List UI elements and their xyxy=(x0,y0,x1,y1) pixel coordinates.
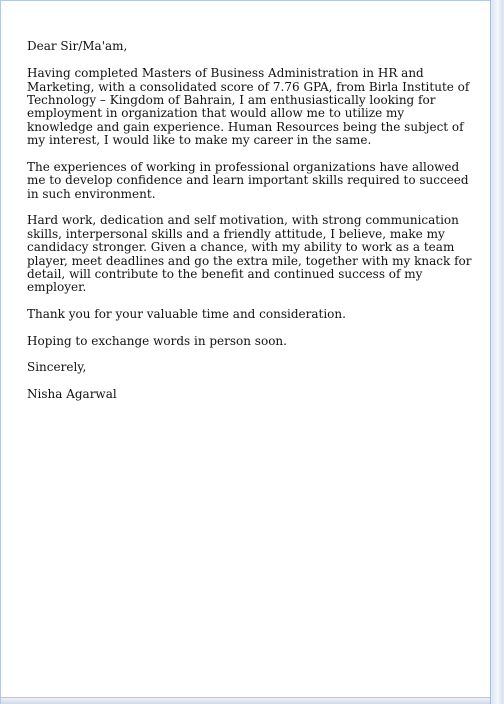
letter-body xyxy=(27,40,473,402)
paragraph-experience: The experiences of working in professional organizations have allowed me to develop confidence and learn important skills required to succeed in such environment. xyxy=(27,159,469,201)
paragraph-hoping: Hoping to exchange words in person soon. xyxy=(27,333,287,348)
closing: Sincerely, xyxy=(27,360,87,375)
paragraph-thanks: Thank you for your valuable time and consideration. xyxy=(27,307,346,322)
page-bottom-edge xyxy=(1,697,491,704)
scrollbar-thumb[interactable] xyxy=(492,0,503,704)
signature-name: Nisha Agarwal xyxy=(27,387,117,402)
paragraph-qualifications: Having completed Masters of Business Administration in HR and Marketing, with a consolidated score of 7.76 GPA, from Birla Institute of Technology – Kingdom of Bahrain, I am enthusiastically looking for employment in organization that would allow me to utilize my knowledge and gain experience. Human Resources being the subject of my interest, I would like to make my career in the same. xyxy=(27,66,470,148)
salutation: Dear Sir/Ma'am, xyxy=(27,39,128,53)
vertical-scrollbar[interactable] xyxy=(490,0,504,704)
paragraph-skills: Hard work, dedication and self motivation, with strong communication skills, interpersonal skills and a friendly attitude, I believe, make my candidacy stronger. Given a chance, with my ability to work as a team player, meet deadlines and go the extra mile, together with my knack for detail, will contribute to the benefit and continued success of my employer. xyxy=(27,213,472,295)
